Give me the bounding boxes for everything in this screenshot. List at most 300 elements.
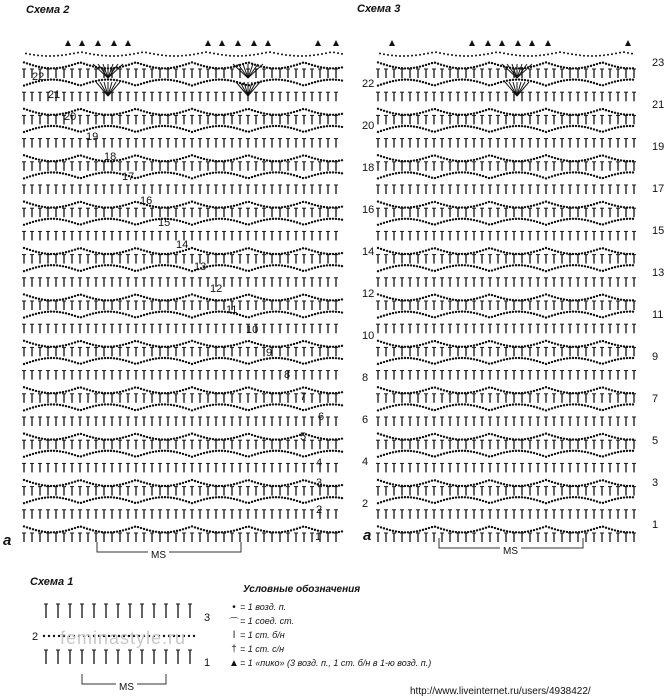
chain-stitch <box>29 361 31 363</box>
chain-stitch <box>191 525 193 527</box>
chain-stitch <box>212 484 214 486</box>
chain-stitch <box>239 267 241 269</box>
chain-stitch <box>131 527 133 529</box>
chain-stitch <box>467 438 469 440</box>
chain-stitch <box>182 203 184 205</box>
chain-stitch <box>542 408 544 410</box>
chain-stitch <box>341 172 343 174</box>
chain-stitch <box>62 219 64 221</box>
chain-stitch <box>41 311 43 313</box>
chain-stitch <box>110 485 112 487</box>
chain-stitch <box>311 249 313 251</box>
chain-stitch <box>29 129 31 131</box>
chain-stitch <box>59 252 61 254</box>
chain-stitch <box>65 80 67 82</box>
chain-stitch <box>104 346 106 348</box>
chain-stitch <box>272 67 274 69</box>
chain-stitch <box>212 404 214 406</box>
chain-stitch <box>29 342 31 344</box>
chain-stitch <box>47 392 49 394</box>
chain-stitch <box>93 53 95 55</box>
chain-stitch <box>203 405 205 407</box>
chain-stitch <box>572 403 574 405</box>
chain-stitch <box>95 126 97 128</box>
chain-stitch <box>416 404 418 406</box>
chain-stitch <box>260 312 262 314</box>
chain-stitch <box>302 154 304 156</box>
chain-stitch <box>164 450 166 452</box>
chain-stitch <box>164 114 166 116</box>
chain-stitch <box>74 315 76 317</box>
chain-stitch <box>101 264 103 266</box>
chain-stitch <box>512 438 514 440</box>
chain-stitch <box>323 531 325 533</box>
chain-stitch <box>626 438 628 440</box>
chain-stitch <box>170 67 172 69</box>
chain-stitch <box>233 529 235 531</box>
chain-stitch <box>209 451 211 453</box>
chain-stitch <box>269 264 271 266</box>
chain-stitch <box>506 437 508 439</box>
chain-stitch <box>329 485 331 487</box>
chain-stitch <box>128 203 130 205</box>
chain-stitch <box>185 129 187 131</box>
chain-stitch <box>425 499 427 501</box>
chain-stitch <box>161 450 163 452</box>
chain-stitch <box>155 265 157 267</box>
chain-stitch <box>26 480 28 482</box>
chain-stitch <box>116 252 118 254</box>
chain-stitch <box>275 160 277 162</box>
chain-stitch <box>23 293 25 295</box>
chain-stitch <box>389 452 391 454</box>
chain-stitch <box>149 80 151 82</box>
chain-stitch <box>101 311 103 313</box>
chain-stitch <box>65 127 67 129</box>
chain-stitch <box>230 497 232 499</box>
chain-stitch <box>557 452 559 454</box>
chain-stitch <box>293 81 295 83</box>
chain-stitch <box>47 311 49 313</box>
chain-stitch <box>500 436 502 438</box>
chain-stitch <box>89 406 91 408</box>
chain-stitch <box>296 481 298 483</box>
chain-stitch <box>62 298 64 300</box>
chain-stitch <box>206 437 208 439</box>
chain-stitch <box>158 392 160 394</box>
chain-stitch <box>203 483 205 485</box>
chain-stitch <box>143 249 145 251</box>
chain-stitch <box>482 527 484 529</box>
chain-stitch <box>206 483 208 485</box>
chain-stitch <box>572 485 574 487</box>
chain-stitch <box>341 497 343 499</box>
chain-stitch <box>23 456 25 458</box>
chain-stitch <box>323 252 325 254</box>
chain-stitch <box>23 386 25 388</box>
chain-stitch <box>29 527 31 529</box>
chain-stitch <box>92 173 94 175</box>
chain-stitch <box>29 175 31 177</box>
chain-stitch <box>47 496 49 498</box>
chain-stitch <box>314 250 316 252</box>
chain-stitch <box>329 403 331 405</box>
chain-stitch <box>65 437 67 439</box>
chain-stitch <box>323 67 325 69</box>
chain-stitch <box>149 498 151 500</box>
chain-stitch <box>299 222 301 224</box>
chain-stitch <box>392 498 394 500</box>
chain-stitch <box>338 218 340 220</box>
chain-stitch <box>179 452 181 454</box>
picot-icon <box>65 40 71 46</box>
chain-stitch <box>263 497 265 499</box>
chain-stitch <box>254 129 256 131</box>
schema2-title: Схема 2 <box>26 4 70 16</box>
chain-stitch <box>59 206 61 208</box>
chain-stitch <box>47 206 49 208</box>
chain-stitch <box>326 160 328 162</box>
chain-stitch <box>131 248 133 250</box>
chain-stitch <box>134 223 136 225</box>
chain-stitch <box>86 453 88 455</box>
chain-stitch <box>77 62 79 64</box>
chain-stitch <box>137 108 139 110</box>
chain-stitch <box>53 403 55 405</box>
chain-stitch <box>467 496 469 498</box>
chain-stitch <box>446 498 448 500</box>
chain-stitch <box>284 126 286 128</box>
chain-stitch <box>200 389 202 391</box>
chain-stitch <box>113 392 115 394</box>
chain-stitch <box>68 313 70 315</box>
chain-stitch <box>236 111 238 113</box>
chain-stitch <box>293 174 295 176</box>
chain-stitch <box>338 484 340 486</box>
chain-stitch <box>71 342 73 344</box>
chain-stitch <box>488 526 490 528</box>
chain-stitch <box>527 497 529 499</box>
chain-stitch <box>92 498 94 500</box>
chain-stitch <box>260 344 262 346</box>
chain-stitch <box>314 297 316 299</box>
chain-stitch <box>119 437 121 439</box>
chain-stitch <box>215 392 217 394</box>
chain-stitch <box>185 388 187 390</box>
chain-stitch <box>239 249 241 251</box>
chain-stitch <box>263 66 265 68</box>
chain-stitch <box>140 500 142 502</box>
chain-stitch <box>224 113 226 115</box>
chain-stitch <box>32 482 34 484</box>
chain-stitch <box>98 265 100 267</box>
chain-stitch <box>266 530 268 532</box>
chain-stitch <box>203 127 205 129</box>
chain-stitch <box>152 159 154 161</box>
chain-stitch <box>176 126 178 128</box>
chain-stitch <box>185 295 187 297</box>
chain-stitch <box>470 438 472 440</box>
chain-stitch <box>32 528 34 530</box>
chain-stitch <box>65 312 67 314</box>
chain-stitch <box>56 450 58 452</box>
chain-stitch <box>503 437 505 439</box>
chain-stitch <box>62 172 64 174</box>
chain-stitch <box>515 438 517 440</box>
chain-stitch <box>221 160 223 162</box>
chain-stitch <box>341 113 343 115</box>
chain-stitch <box>422 436 424 438</box>
chain-stitch <box>209 159 211 161</box>
chain-stitch <box>158 299 160 301</box>
chain-stitch <box>86 527 88 529</box>
chain-stitch <box>623 438 625 440</box>
chain-stitch <box>335 403 337 405</box>
chain-stitch <box>332 485 334 487</box>
chain-stitch <box>104 114 106 116</box>
chain-stitch <box>38 112 40 114</box>
chain-stitch <box>140 341 142 343</box>
chain-stitch <box>203 220 205 222</box>
chain-stitch <box>290 127 292 129</box>
chain-stitch <box>176 437 178 439</box>
chain-stitch <box>89 452 91 454</box>
chain-stitch <box>149 437 151 439</box>
chain-stitch <box>272 114 274 116</box>
chain-stitch <box>71 481 73 483</box>
chain-stitch <box>305 501 307 503</box>
chain-stitch <box>191 340 193 342</box>
chain-stitch <box>233 80 235 82</box>
chain-stitch <box>206 298 208 300</box>
chain-stitch <box>236 220 238 222</box>
chain-stitch <box>326 79 328 81</box>
chain-stitch <box>86 342 88 344</box>
chain-stitch <box>302 201 304 203</box>
chain-stitch <box>383 454 385 456</box>
chain-stitch <box>134 502 136 504</box>
chain-stitch <box>233 483 235 485</box>
chain-stitch <box>224 171 226 173</box>
chain-stitch <box>125 313 127 315</box>
chain-stitch <box>632 531 634 533</box>
chain-stitch <box>131 480 133 482</box>
chain-stitch <box>302 223 304 225</box>
chain-stitch <box>35 436 37 438</box>
chain-stitch <box>77 52 79 54</box>
chain-stitch <box>332 357 334 359</box>
chain-stitch <box>323 357 325 359</box>
chain-stitch <box>296 156 298 158</box>
chain-stitch <box>74 454 76 456</box>
chain-stitch <box>212 496 214 498</box>
chain-stitch <box>113 218 115 220</box>
chain-stitch <box>158 253 160 255</box>
chain-stitch <box>263 483 265 485</box>
chain-stitch <box>329 51 331 53</box>
picot-icon <box>333 40 339 46</box>
chain-stitch <box>509 497 511 499</box>
chain-stitch <box>149 483 151 485</box>
chain-stitch <box>200 250 202 252</box>
chain-stitch <box>323 79 325 81</box>
chain-stitch <box>206 530 208 532</box>
chain-stitch <box>170 345 172 347</box>
chain-stitch <box>167 160 169 162</box>
chain-stitch <box>116 391 118 393</box>
chain-stitch <box>23 409 25 411</box>
chain-stitch <box>104 218 106 220</box>
chain-stitch <box>524 450 526 452</box>
chain-stitch <box>422 529 424 531</box>
chain-stitch <box>515 531 517 533</box>
chain-stitch <box>248 502 250 504</box>
chain-stitch <box>161 310 163 312</box>
chain-stitch <box>137 362 139 364</box>
chain-stitch <box>92 251 94 253</box>
chain-stitch <box>29 314 31 316</box>
chain-stitch <box>398 484 400 486</box>
chain-stitch <box>188 294 190 296</box>
chain-stitch <box>179 127 181 129</box>
chain-stitch <box>161 496 163 498</box>
chain-stitch <box>125 452 127 454</box>
chain-stitch <box>164 125 166 127</box>
chain-stitch <box>194 455 196 457</box>
chain-stitch <box>611 482 613 484</box>
chain-stitch <box>332 264 334 266</box>
chain-stitch <box>116 450 118 452</box>
chain-stitch <box>107 357 109 359</box>
chain-stitch <box>314 452 316 454</box>
chain-stitch <box>275 403 277 405</box>
chain-stitch <box>317 437 319 439</box>
chain-stitch <box>38 126 40 128</box>
chain-stitch <box>275 357 277 359</box>
chain-stitch <box>134 270 136 272</box>
chain-stitch <box>179 436 181 438</box>
chain-stitch <box>308 480 310 482</box>
chain-stitch <box>86 156 88 158</box>
chain-stitch <box>161 403 163 405</box>
chain-stitch <box>59 79 61 81</box>
chain-stitch <box>134 386 136 388</box>
chain-stitch <box>62 484 64 486</box>
chain-stitch <box>266 66 268 68</box>
chain-stitch <box>188 455 190 457</box>
chain-stitch <box>275 392 277 394</box>
chain-stitch <box>317 451 319 453</box>
chain-stitch <box>458 403 460 405</box>
chain-stitch <box>152 497 154 499</box>
chain-stitch <box>272 206 274 208</box>
chain-stitch <box>281 531 283 533</box>
chain-stitch <box>194 130 196 132</box>
chain-stitch <box>545 409 547 411</box>
chain-stitch <box>290 436 292 438</box>
chain-stitch <box>230 112 232 114</box>
chain-stitch <box>137 387 139 389</box>
chain-stitch <box>485 454 487 456</box>
chain-stitch <box>305 177 307 179</box>
chain-stitch <box>311 481 313 483</box>
chain-stitch <box>260 452 262 454</box>
chain-stitch <box>41 497 43 499</box>
chain-stitch <box>53 531 55 533</box>
chain-stitch <box>69 53 71 55</box>
chain-stitch <box>68 452 70 454</box>
chain-stitch <box>50 253 52 255</box>
chain-stitch <box>155 404 157 406</box>
chain-stitch <box>335 450 337 452</box>
chain-stitch <box>301 55 303 57</box>
chain-stitch <box>68 65 70 67</box>
chain-stitch <box>125 528 127 530</box>
chain-stitch <box>251 202 253 204</box>
chain-stitch <box>134 479 136 481</box>
chain-stitch <box>494 500 496 502</box>
chain-stitch <box>299 155 301 157</box>
chain-stitch <box>476 405 478 407</box>
chain-stitch <box>287 312 289 314</box>
chain-stitch <box>593 453 595 455</box>
chain-stitch <box>41 205 43 207</box>
chain-stitch <box>329 496 331 498</box>
chain-stitch <box>161 54 163 56</box>
chain-stitch <box>74 361 76 363</box>
chain-stitch <box>311 157 313 159</box>
chain-stitch <box>200 528 202 530</box>
chain-stitch <box>176 266 178 268</box>
chain-stitch <box>251 408 253 410</box>
chain-stitch <box>161 264 163 266</box>
chain-stitch <box>257 343 259 345</box>
chain-stitch <box>212 357 214 359</box>
chain-stitch <box>86 268 88 270</box>
chain-stitch <box>98 113 100 115</box>
chain-stitch <box>89 128 91 130</box>
chain-stitch <box>122 158 124 160</box>
chain-stitch <box>386 435 388 437</box>
chain-stitch <box>89 313 91 315</box>
chain-stitch <box>155 497 157 499</box>
chain-stitch <box>110 299 112 301</box>
chain-stitch <box>44 218 46 220</box>
chain-stitch <box>263 298 265 300</box>
chain-stitch <box>74 202 76 204</box>
chain-stitch <box>173 311 175 313</box>
chain-stitch <box>560 405 562 407</box>
chain-stitch <box>548 433 550 435</box>
chain-stitch <box>605 501 607 503</box>
chain-stitch <box>26 176 28 178</box>
chain-stitch <box>332 253 334 255</box>
chain-stitch <box>587 529 589 531</box>
chain-stitch <box>326 311 328 313</box>
chain-stitch <box>143 453 145 455</box>
chain-stitch <box>308 295 310 297</box>
chain-stitch <box>44 392 46 394</box>
chain-stitch <box>62 126 64 128</box>
chain-stitch <box>107 125 109 127</box>
chain-stitch <box>158 311 160 313</box>
chain-stitch <box>65 219 67 221</box>
chain-stitch <box>500 406 502 408</box>
chain-stitch <box>233 173 235 175</box>
chain-stitch <box>221 531 223 533</box>
chain-stitch <box>26 526 28 528</box>
chain-stitch <box>59 438 61 440</box>
